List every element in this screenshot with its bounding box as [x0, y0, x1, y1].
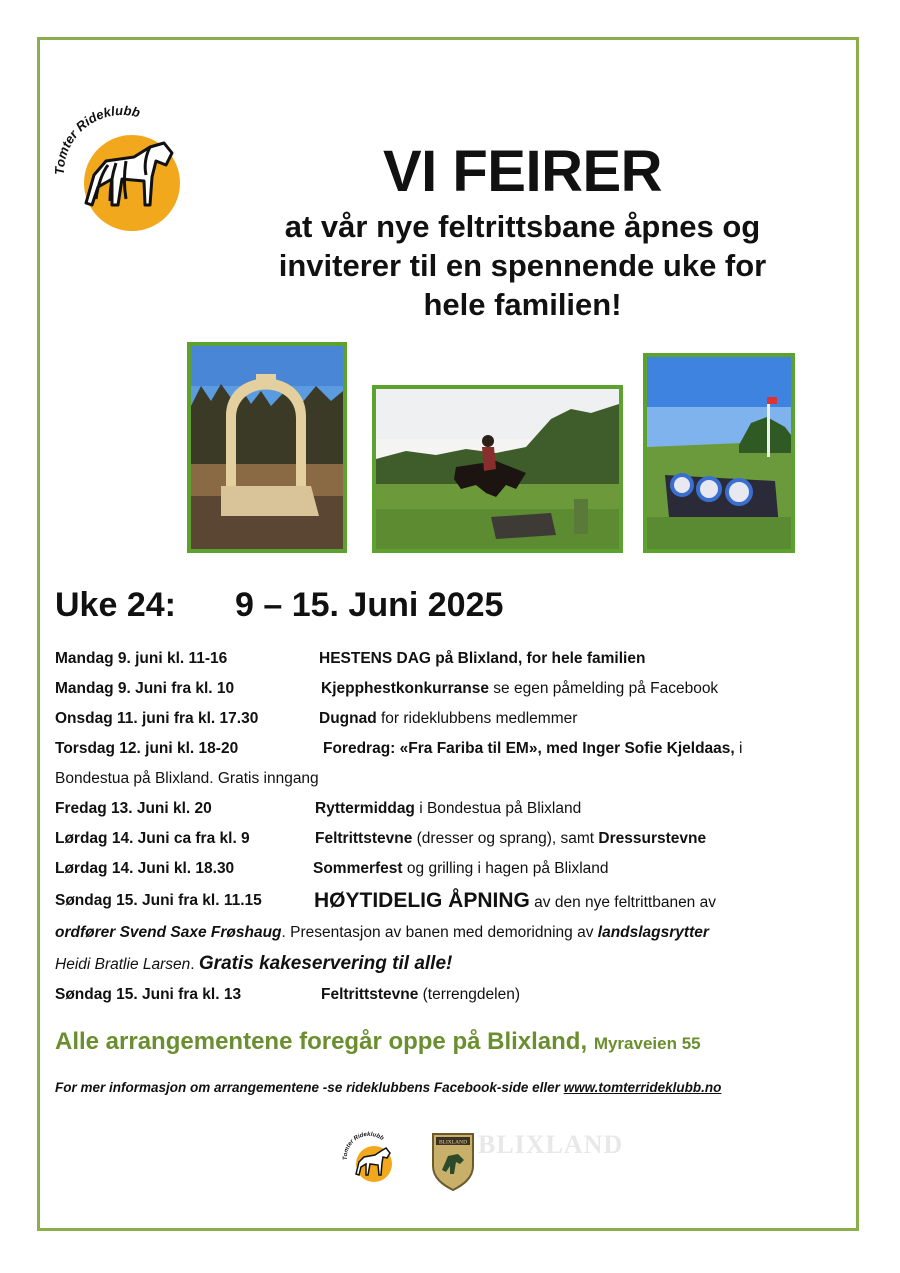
schedule-row: [55, 734, 855, 764]
schedule-event: Ryttermiddag i Bondestua på Blixland: [315, 800, 582, 817]
week-label: Uke 24:: [55, 586, 176, 624]
tomter-rideklubb-small-logo: [342, 1130, 397, 1185]
schedule-event: Feltrittstevne (terrengdelen): [321, 986, 521, 1003]
photo-target-obstacle: [643, 353, 795, 553]
week-dates: 9 – 15. Juni 2025: [235, 586, 504, 624]
venue-address: Myraveien 55: [593, 1034, 701, 1053]
page-subtitle: [230, 207, 815, 324]
small-logo-text: Tomter Rideklubb: [342, 1131, 385, 1161]
schedule-time: Lørdag 14. Juni ca fra kl. 9: [55, 830, 250, 847]
schedule-event: Feltrittstevne (dresser og sprang), samt Dressurstevne: [315, 830, 707, 847]
schedule-time: Onsdag 11. juni fra kl. 17.30: [55, 710, 259, 727]
opening-details-line2: Heidi Bratlie Larsen. Gratis kakeservering til alle!: [55, 953, 453, 974]
schedule-row: [55, 824, 855, 854]
blixland-wordmark: BLIXLAND: [478, 1130, 624, 1159]
subtitle-line: at vår nye feltrittsbane åpnes og: [284, 209, 761, 244]
schedule-time: Lørdag 14. Juni kl. 18.30: [55, 860, 235, 877]
venue-text: Alle arrangementene foregår oppe på Blixland,: [55, 1028, 588, 1055]
week-heading: [55, 583, 504, 627]
photo-arch-obstacle: [187, 342, 347, 553]
schedule-time: Søndag 15. Juni fra kl. 13: [55, 986, 242, 1003]
logo-text: Tomter Rideklubb: [52, 102, 142, 176]
schedule-row: [55, 704, 855, 734]
schedule-event: Sommerfest og grilling i hagen på Blixland: [313, 860, 609, 877]
schedule-row: [55, 674, 855, 704]
schedule-time: Fredag 13. Juni kl. 20: [55, 800, 212, 817]
subtitle-line: inviterer til en spennende uke for: [278, 248, 767, 283]
schedule-event: Foredrag: «Fra Fariba til EM», med Inger Sofie Kjeldaas, i: [323, 740, 743, 757]
info-line: [55, 1080, 721, 1095]
blixland-shield-logo: [430, 1130, 476, 1192]
schedule-row: [55, 794, 855, 824]
schedule-continuation: Bondestua på Blixland. Gratis inngang: [55, 770, 319, 787]
photo-rider-jump: [372, 385, 623, 553]
shield-text: BLIXLAND: [438, 1139, 468, 1146]
schedule-time: Torsdag 12. juni kl. 18-20: [55, 740, 239, 757]
schedule-row: [55, 980, 855, 1010]
page-title: VI FEIRER: [382, 139, 663, 204]
subtitle-line: hele familien!: [423, 287, 622, 322]
schedule-time: Søndag 15. Juni fra kl. 11.15: [55, 892, 262, 909]
opening-details-line1: ordfører Svend Saxe Frøshaug. Presentasjon av banen med demoridning av landslagsrytter: [55, 924, 709, 941]
schedule-row: [55, 884, 855, 918]
schedule-time: Mandag 9. juni kl. 11-16: [55, 650, 228, 667]
schedule-event: HØYTIDELIG ÅPNING av den nye feltrittbanen av: [314, 889, 716, 912]
info-text: For mer informasjon om arrangementene -se rideklubbens Facebook-side eller: [55, 1080, 564, 1095]
tomter-rideklubb-logo: [52, 95, 187, 240]
schedule-row: [55, 644, 855, 674]
schedule-event: Dugnad for rideklubbens medlemmer: [319, 710, 578, 727]
schedule-event: Kjepphestkonkurranse se egen påmelding på Facebook: [321, 680, 719, 697]
schedule-event: HESTENS DAG på Blixland, for hele familien: [319, 650, 646, 667]
schedule-time: Mandag 9. Juni fra kl. 10: [55, 680, 235, 697]
website-link[interactable]: www.tomterrideklubb.no: [563, 1080, 722, 1095]
venue-line: [55, 1025, 701, 1061]
schedule-row: [55, 854, 855, 884]
event-schedule: [55, 644, 855, 1010]
